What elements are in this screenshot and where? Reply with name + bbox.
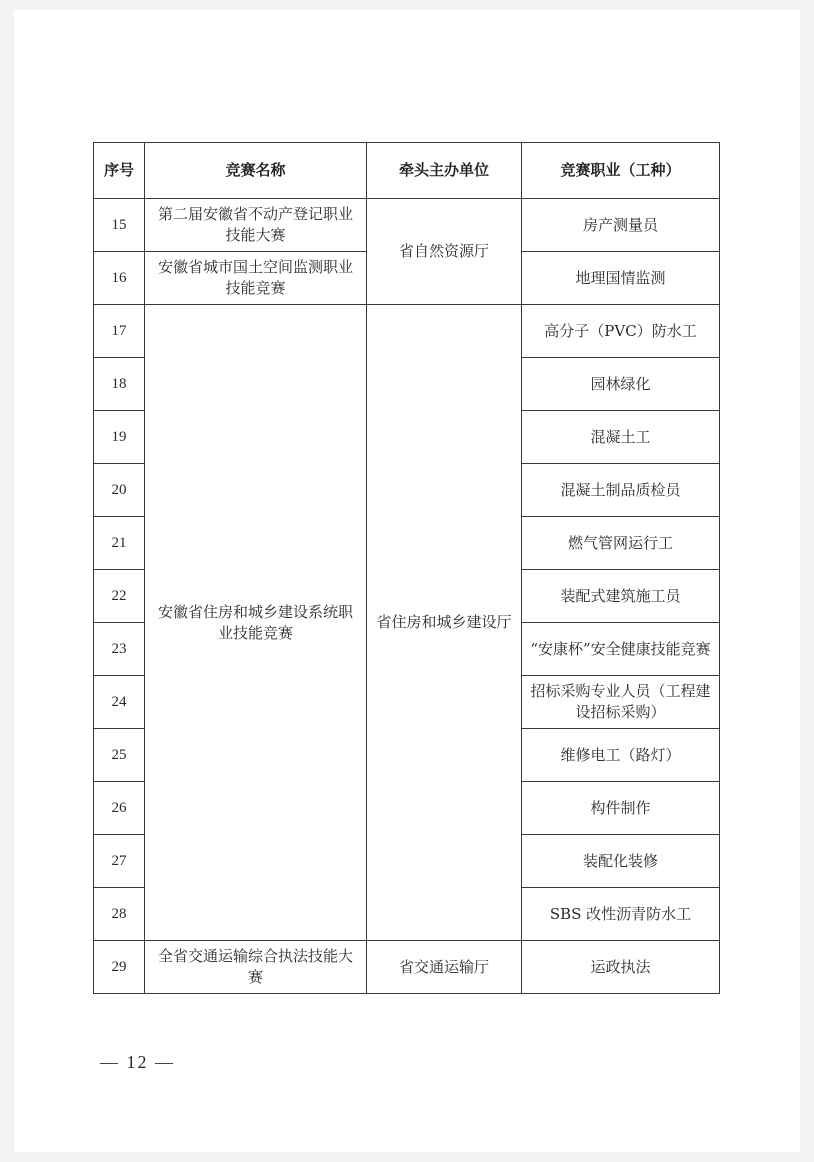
header-occupation: 竞赛职业（工种） bbox=[522, 143, 720, 199]
row-number: 17 bbox=[94, 305, 145, 358]
occupation: 招标采购专业人员（工程建设招标采购） bbox=[522, 676, 720, 729]
header-name: 竞赛名称 bbox=[145, 143, 367, 199]
occupation: 构件制作 bbox=[522, 782, 720, 835]
occupation: 地理国情监测 bbox=[522, 252, 720, 305]
occupation: SBS 改性沥青防水工 bbox=[522, 888, 720, 941]
occupation: 燃气管网运行工 bbox=[522, 517, 720, 570]
occupation: 高分子（PVC）防水工 bbox=[522, 305, 720, 358]
occupation: 园林绿化 bbox=[522, 358, 720, 411]
row-number: 27 bbox=[94, 835, 145, 888]
competition-name: 全省交通运输综合执法技能大赛 bbox=[145, 941, 367, 994]
row-number: 18 bbox=[94, 358, 145, 411]
occupation: “安康杯”安全健康技能竞赛 bbox=[522, 623, 720, 676]
row-number: 26 bbox=[94, 782, 145, 835]
row-number: 21 bbox=[94, 517, 145, 570]
row-number: 28 bbox=[94, 888, 145, 941]
competition-name: 第二届安徽省不动产登记职业技能大赛 bbox=[145, 199, 367, 252]
row-number: 29 bbox=[94, 941, 145, 994]
header-org: 牵头主办单位 bbox=[367, 143, 522, 199]
row-number: 23 bbox=[94, 623, 145, 676]
occupation: 混凝土工 bbox=[522, 411, 720, 464]
table-row bbox=[94, 305, 720, 358]
organizer: 省住房和城乡建设厅 bbox=[367, 305, 522, 941]
organizer: 省交通运输厅 bbox=[367, 941, 522, 994]
occupation: 装配化装修 bbox=[522, 835, 720, 888]
occupation: 运政执法 bbox=[522, 941, 720, 994]
row-number: 16 bbox=[94, 252, 145, 305]
occupation: 维修电工（路灯） bbox=[522, 729, 720, 782]
row-number: 22 bbox=[94, 570, 145, 623]
row-number: 24 bbox=[94, 676, 145, 729]
table-row bbox=[94, 199, 720, 252]
row-number: 19 bbox=[94, 411, 145, 464]
occupation: 房产测量员 bbox=[522, 199, 720, 252]
competition-name: 安徽省城市国土空间监测职业技能竞赛 bbox=[145, 252, 367, 305]
competition-table bbox=[93, 142, 720, 994]
occupation: 混凝土制品质检员 bbox=[522, 464, 720, 517]
row-number: 15 bbox=[94, 199, 145, 252]
row-number: 20 bbox=[94, 464, 145, 517]
page-number: — 12 — bbox=[100, 1052, 175, 1072]
table-header-row bbox=[94, 143, 720, 199]
table-row bbox=[94, 941, 720, 994]
competition-name: 安徽省住房和城乡建设系统职业技能竞赛 bbox=[145, 305, 367, 941]
header-seq: 序号 bbox=[94, 143, 145, 199]
occupation: 装配式建筑施工员 bbox=[522, 570, 720, 623]
organizer: 省自然资源厅 bbox=[367, 199, 522, 305]
row-number: 25 bbox=[94, 729, 145, 782]
